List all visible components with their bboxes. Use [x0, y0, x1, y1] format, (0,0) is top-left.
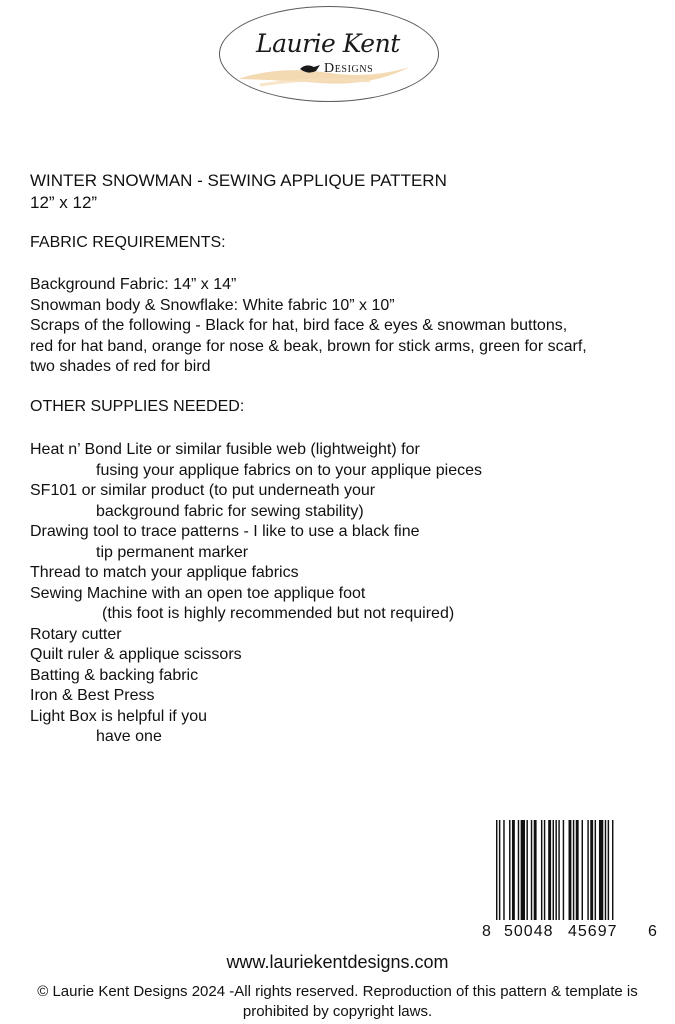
barcode-bar: [587, 820, 588, 920]
barcode-bar: [563, 820, 564, 920]
supply-line: Thread to match your applique fabrics: [30, 564, 299, 581]
fabric-line: Background Fabric: 14” x 14”: [30, 276, 237, 293]
barcode-bar: [582, 820, 583, 920]
barcode-bar: [605, 820, 606, 920]
barcode-bar: [534, 820, 537, 920]
supply-line: Quilt ruler & applique scissors: [30, 646, 242, 663]
supply-line: Light Box is helpful if you: [30, 707, 207, 725]
barcode-bar: [503, 820, 504, 920]
barcode-bar: [590, 820, 593, 920]
fabric-line: Snowman body & Snowflake: White fabric 10” x 10”: [30, 296, 395, 314]
supply-line: have one: [96, 728, 162, 745]
pattern-size: 12” x 12”: [30, 193, 98, 212]
supply-line: Rotary cutter: [30, 625, 122, 643]
barcode-bars: [496, 820, 660, 930]
barcode-bar: [608, 820, 609, 920]
barcode-bar: [558, 820, 559, 920]
fabric-line: two shades of red for bird: [30, 358, 211, 375]
supply-line: background fabric for sewing stability): [96, 502, 364, 520]
pattern-title: WINTER SNOWMAN - SEWING APPLIQUE PATTERN: [30, 171, 447, 190]
logo-designs-text: Designs: [324, 61, 374, 76]
supply-line: SF101 or similar product (to put underneath your: [30, 482, 376, 499]
supplies-list: [30, 440, 482, 748]
supply-line: fusing your applique fabrics on to your applique pieces: [96, 461, 483, 479]
copyright-line: prohibited by copyright laws.: [242, 1002, 433, 1020]
supply-line: Iron & Best Press: [30, 687, 155, 704]
barcode-bar: [555, 820, 556, 920]
barcode-bar: [496, 820, 497, 920]
other-supplies-heading: OTHER SUPPLIES NEEDED:: [30, 398, 245, 415]
supply-line: Heat n’ Bond Lite or similar fusible web (lightweight) for: [30, 441, 420, 458]
barcode-bar: [576, 820, 579, 920]
barcode-bar: [548, 820, 551, 920]
fabric-requirements-heading: FABRIC REQUIREMENTS:: [30, 234, 226, 251]
barcode-bar: [573, 820, 574, 920]
barcode-bar: [518, 820, 519, 920]
barcode-bar: [509, 820, 510, 920]
barcode-left-group: 50048: [504, 923, 554, 940]
barcode-bar: [541, 820, 542, 920]
barcode-right-group: 45697: [568, 923, 618, 940]
barcode-bar: [553, 820, 554, 920]
barcode-bar: [512, 820, 515, 920]
barcode-bar: [595, 820, 596, 920]
supply-line: (this foot is highly recommended but not required): [102, 605, 455, 622]
barcode-bar: [544, 820, 545, 920]
barcode-last-digit: 6: [648, 923, 657, 940]
supply-line: Drawing tool to trace patterns - I like to use a black fine: [30, 523, 420, 540]
copyright-line: © Laurie Kent Designs 2024 -All rights reserved. Reproduction of this pattern & template is: [37, 983, 638, 1000]
barcode-bar: [526, 820, 527, 920]
fabric-line: red for hat band, orange for nose & beak, brown for stick arms, green for scarf,: [30, 337, 587, 355]
supply-line: Batting & backing fabric: [30, 666, 199, 684]
barcode-bar: [531, 820, 532, 920]
barcode-bar: [569, 820, 572, 920]
barcode-first-digit: 8: [482, 923, 491, 940]
copyright-notice: [0, 982, 675, 1021]
upc-barcode: [482, 820, 662, 945]
fabric-line: Scraps of the following - Black for hat, bird face & eyes & snowman buttons,: [30, 317, 568, 334]
fabric-requirements-list: [30, 275, 587, 378]
logo-script-name: Laurie Kent: [256, 29, 400, 58]
barcode-bar: [499, 820, 500, 920]
supply-line: Sewing Machine with an open toe applique foot: [30, 584, 366, 602]
barcode-bar: [599, 820, 603, 920]
brand-logo: [219, 6, 439, 102]
barcode-bar: [521, 820, 525, 920]
website-url: www.lauriekentdesigns.com: [226, 952, 449, 972]
supply-line: tip permanent marker: [96, 543, 249, 561]
barcode-bar: [612, 820, 613, 920]
